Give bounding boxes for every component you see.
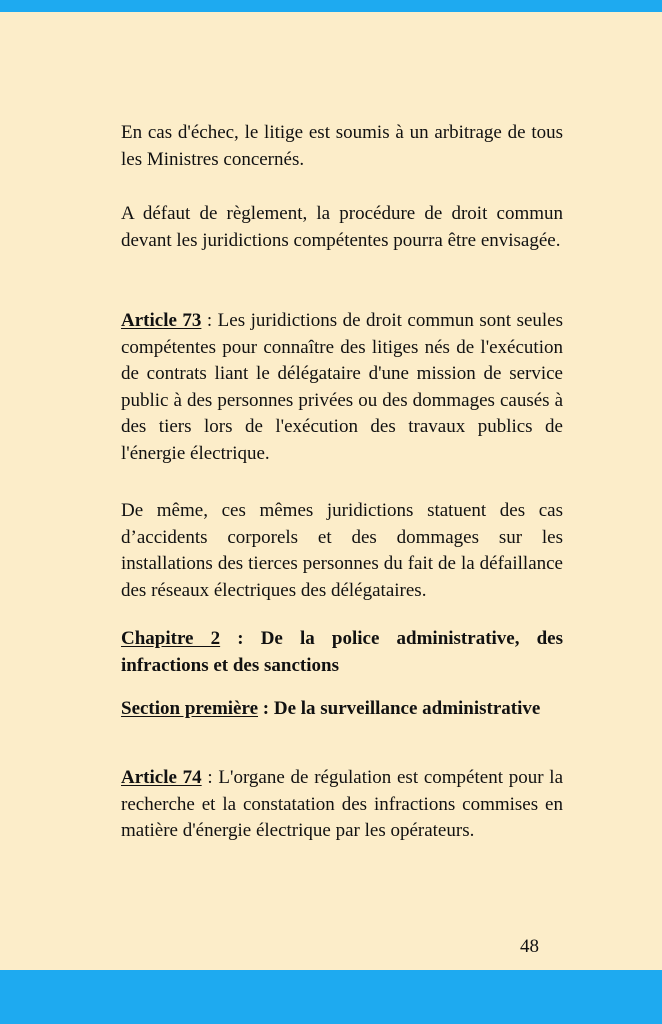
chapter-label: Chapitre 2 bbox=[121, 628, 221, 649]
page-number: 48 bbox=[520, 936, 539, 957]
article-74 bbox=[121, 765, 563, 845]
article-74-text: : L'organe de régulation est compétent pour la recherche et la constatation des infractions commises en matière d'énergie électrique par les opérateurs. bbox=[121, 767, 564, 841]
chapter-title: : De la police administrative, des infractions et des sanctions bbox=[121, 628, 564, 676]
top-bar bbox=[0, 0, 662, 12]
article-74-label: Article 74 bbox=[121, 767, 202, 788]
paragraph-droit-commun: A défaut de règlement, la procédure de droit commun devant les juridictions compétentes pourra être envisagée. bbox=[121, 203, 563, 251]
section-label: Section première bbox=[121, 698, 259, 719]
section-heading bbox=[121, 696, 563, 723]
paragraph-arbitrage: En cas d'échec, le litige est soumis à un arbitrage de tous les Ministres concernés. bbox=[121, 122, 563, 170]
bottom-bar bbox=[0, 970, 662, 1024]
article-73-label: Article 73 bbox=[121, 310, 202, 331]
article-73-text: : Les juridictions de droit commun sont seules compétentes pour connaître des litiges nés de l'exécution de contrats liant le délégataire d'une mission de service public à des personnes privées ou des dommages causés à des tiers lors de l'exécution des travaux publics de l'énergie électrique. bbox=[121, 310, 563, 464]
section-title: : De la surveillance administrative bbox=[258, 698, 541, 719]
paragraph-accidents: De même, ces mêmes juridictions statuent des cas d’accidents corporels et des dommages sur les installations des tierces personnes du fait de la défaillance des réseaux électriques des délégataires. bbox=[121, 500, 563, 601]
article-73 bbox=[121, 308, 563, 467]
chapter-heading bbox=[121, 626, 563, 679]
